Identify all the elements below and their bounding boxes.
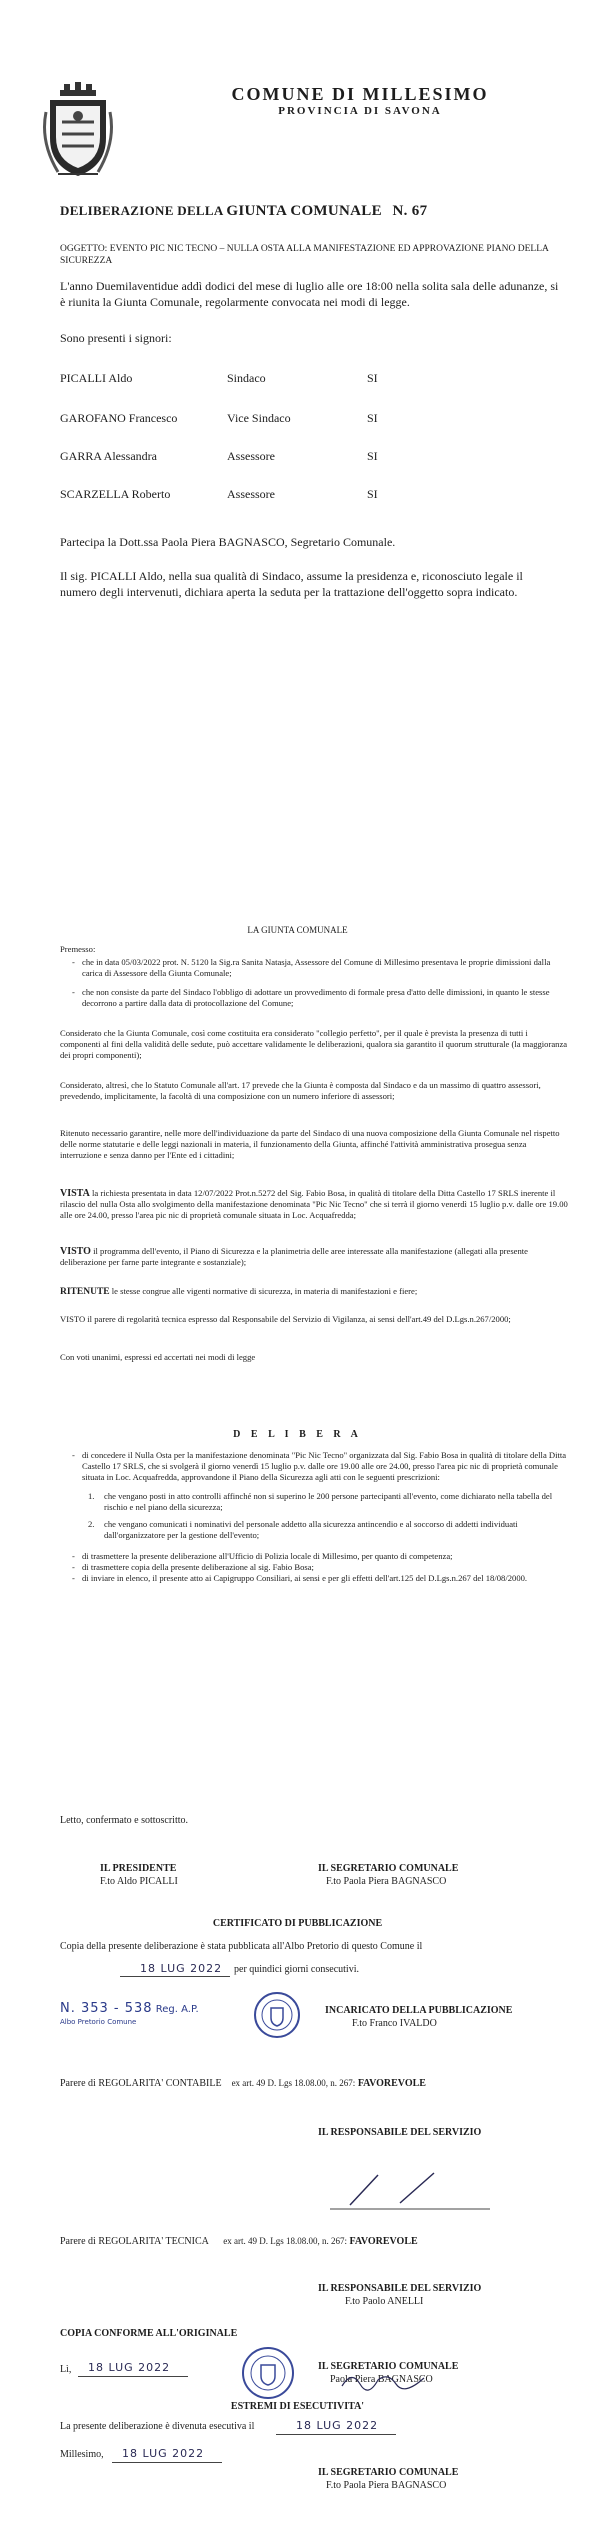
member-role: Vice Sindaco xyxy=(227,411,291,425)
list-item xyxy=(60,1491,570,1513)
member-role: Sindaco xyxy=(227,371,266,385)
parere-tecnica-value: FAVOREVOLE xyxy=(349,2236,418,2247)
presidente-name: F.to Aldo PICALLI xyxy=(100,1876,178,1887)
member-role: Assessore xyxy=(227,449,275,463)
list-item: - di concedere il Nulla Osta per la manifestazione denominata "Pic Nic Tecno" organizzata dal Sig. Fabio Bosa in qualità di titolare della Ditta Castello 17 SRLS, che si svolgerà il giorno venerdì 15 luglio p.v. dalle ore 19.00 alle ore 24.00, presso l'area pic nic di proprietà comunale situata in Loc. Acquafredda, approvandone il Piano della Sicurezza agli atti con le seguenti prescrizioni: xyxy=(72,1450,567,1482)
deliberazione-label: DELIBERAZIONE DELLA xyxy=(60,203,223,218)
millesimo-date: 18 LUG 2022 xyxy=(122,2447,205,2460)
segretario2-name: Paola Piera BAGNASCO xyxy=(330,2374,433,2385)
ritenuto-paragraph: Ritenuto necessario garantire, nelle more dell'individuazione da parte del Sindaco di una nuova composizione della Giunta Comunale nel rispetto delle norme statutarie e delle leggi nazionali in materia, il funzionamento della Giunta, affinché l'attività amministrativa prosegua senza interruzione e senza danno per l'Ente ed i cittadini; xyxy=(60,1128,560,1160)
considerato-paragraph-2: Considerato, altresì, che lo Statuto Comunale all'art. 17 prevede che la Giunta è composta dal Sindaco e da un massimo di quattro assessori, prevedendo, implicitamente, la facoltà di una composizione con un numero inferiore di assessori; xyxy=(60,1080,541,1101)
certificato-text: Copia della presente deliberazione è stata pubblicata all'Albo Pretorio di questo Comune il xyxy=(60,1941,423,1952)
member-present: SI xyxy=(367,449,378,463)
member-present: SI xyxy=(367,411,378,425)
li-label: Lì, xyxy=(60,2364,72,2375)
intro-paragraph: L'anno Duemilaventidue addì dodici del mese di luglio alle ore 18:00 nella solita sala delle adunanze, si è riunita la Giunta Comunale, regolarmente convocata nei modi di legge. xyxy=(60,279,559,309)
list-item: - che non consiste da parte del Sindaco l'obbligo di adottare un provvedimento di formale presa d'atto delle dimissioni, in quanto le stesse decorrono a partire dalla data di protocollazione del Comune; xyxy=(72,987,550,1008)
member-name: GARRA Alessandra xyxy=(60,449,157,463)
voti-paragraph: Con voti unanimi, espressi ed accertati nei modi di legge xyxy=(60,1352,256,1362)
certificato-title: CERTIFICATO DI PUBBLICAZIONE xyxy=(212,1918,383,1929)
visto-paragraph xyxy=(60,1246,570,1268)
registro-number: N. 353 - 538 xyxy=(60,2001,153,2016)
albo-comune: Comune xyxy=(107,2018,137,2026)
vista-label: VISTA xyxy=(60,1188,90,1199)
official-stamp-icon xyxy=(240,2345,296,2401)
signature-icon xyxy=(330,2165,490,2215)
segretario-label: IL SEGRETARIO COMUNALE xyxy=(318,1863,459,1874)
member-role: Assessore xyxy=(227,487,275,501)
delibera-number: N. 67 xyxy=(392,203,428,219)
sindaco-paragraph: Il sig. PICALLI Aldo, nella sua qualità di Sindaco, assume la presidenza e, riconosciuto legale il numero degli intervenuti, dichiara aperta la seduta per la trattazione dell'oggetto sopra indicato. xyxy=(60,569,523,599)
member-name: SCARZELLA Roberto xyxy=(60,487,171,501)
member-name: PICALLI Aldo xyxy=(60,371,133,385)
visto-parere-paragraph: VISTO il parere di regolarità tecnica espresso dal Responsabile del Servizio di Vigilanza, ai sensi dell'art.49 del D.Lgs.n.267/2000; xyxy=(60,1314,511,1324)
giunta-heading: LA GIUNTA COMUNALE xyxy=(247,925,348,935)
presenti-label: Sono presenti i signori: xyxy=(60,331,172,345)
delibera-item: di inviare in elenco, il presente atto ai Capigruppo Consiliari, ai sensi e per gli effetti dell'art.125 del D.Lgs.n.267 del 18/08/2000. xyxy=(82,1573,528,1583)
esecutiva-date-line xyxy=(276,2434,396,2435)
segretario3-label: IL SEGRETARIO COMUNALE xyxy=(318,2467,459,2478)
segretario2-label: IL SEGRETARIO COMUNALE xyxy=(318,2361,459,2372)
cert-days: per quindici giorni consecutivi. xyxy=(234,1964,359,1975)
premesso-item: che non consiste da parte del Sindaco l'obbligo di adottare un provvedimento di formale presa d'atto delle dimissioni, in quanto le stesse decorrono a partire dalla data di protocollazione del Comune; xyxy=(82,987,550,1008)
parere-tecnica-label: Parere di REGOLARITA' TECNICA xyxy=(60,2236,209,2247)
vista-paragraph xyxy=(60,1188,570,1221)
letto-text: Letto, confermato e sottoscritto. xyxy=(60,1815,189,1826)
parere-contabile xyxy=(60,2078,426,2089)
parere-contabile-label: Parere di REGOLARITA' CONTABILE xyxy=(60,2078,222,2089)
premesso-item: che in data 05/03/2022 prot. N. 5120 la Sig.ra Sanita Natasja, Assessore del Comune di Millesimo presentava le proprie dimissioni dalla carica di Assessore della Giunta Comunale; xyxy=(82,957,551,978)
registro-label: Reg. A.P. xyxy=(155,2004,199,2015)
ritenute-label: RITENUTE xyxy=(60,1287,110,1297)
considerato-paragraph-1: Considerato che la Giunta Comunale, così come costituita era considerato "collegio perfetto", per il quale è prevista la presenza di tutti i componenti al fini della validità delle sedute, può accettare validamente le deliberazioni, qualora sia garantito il quorum strutturale (la maggioranza dei propri componenti); xyxy=(60,1028,568,1060)
provincia-title: PROVINCIA DI SAVONA xyxy=(278,105,442,117)
albo-label: Albo Pretorio xyxy=(60,2018,105,2026)
segretario-name: F.to Paola Piera BAGNASCO xyxy=(326,1876,447,1887)
millesimo-label: Millesimo, xyxy=(60,2449,104,2460)
giunta-label: GIUNTA COMUNALE xyxy=(226,203,382,219)
esecutiva-text: La presente deliberazione è divenuta esecutiva il xyxy=(60,2421,255,2432)
esecutivita-title: ESTREMI DI ESECUTIVITA' xyxy=(230,2401,365,2412)
incaricato-name: F.to Franco IVALDO xyxy=(352,2018,437,2029)
official-stamp-icon xyxy=(252,1990,302,2040)
segretario3-name: F.to Paola Piera BAGNASCO xyxy=(326,2480,447,2491)
prescrizione-number: 2. xyxy=(88,1519,95,1529)
visto-text: il programma dell'evento, il Piano di Sicurezza e la planimetria delle aree interessate alla manifestazione (allegati alla presente deliberazione per farne parte integrante e sostanziale); xyxy=(60,1246,528,1267)
prescrizione-number: 1. xyxy=(88,1491,95,1501)
partecipa-text: Partecipa la Dott.ssa Paola Piera BAGNASCO, Segretario Comunale. xyxy=(60,535,396,549)
responsabile2-name: F.to Paolo ANELLI xyxy=(345,2296,424,2307)
delibera-item: di trasmettere la presente deliberazione all'Ufficio di Polizia locale di Millesimo, per quanto di competenza; xyxy=(82,1551,453,1561)
member-name: GAROFANO Francesco xyxy=(60,411,178,425)
vista-text: la richiesta presentata in data 12/07/2022 Prot.n.5272 del Sig. Fabio Bosa, in qualità di titolare della Ditta Castello 17 SRLS inerente il rilascio del nulla Osta allo svolgimento della manifestazione denominata "Pic Nic Tecno" che si terrà il giorno venerdì 15 luglio p.v. dalle ore 19.00 alle ore 24.00, presso l'area pic nic di proprietà comunale situata in Loc. Acquafredda; xyxy=(60,1188,568,1220)
registro-stamp xyxy=(60,2001,210,2031)
comune-crest-icon xyxy=(38,82,118,180)
responsabile2-label: IL RESPONSABILE DEL SERVIZIO xyxy=(318,2283,482,2294)
millesimo-date-line xyxy=(112,2462,222,2463)
signature-icon xyxy=(338,2368,428,2392)
list-item: - di inviare in elenco, il presente atto ai Capigruppo Consiliari, ai sensi e per gli effetti dell'art.125 del D.Lgs.n.267 del 18/08/2000. xyxy=(72,1573,528,1583)
premesso-label: Premesso: xyxy=(60,944,96,954)
prescrizione-text: che vengano comunicati i nominativi del personale addetto alla sicurezza antincendio e al soccorso di addetti individuati dall'organizzatore per la gestione dell'evento; xyxy=(104,1519,518,1540)
presidente-label: IL PRESIDENTE xyxy=(100,1863,177,1874)
responsabile-label: IL RESPONSABILE DEL SERVIZIO xyxy=(318,2127,482,2138)
esecutiva-date: 18 LUG 2022 xyxy=(296,2419,379,2432)
visto-label: VISTO xyxy=(60,1246,91,1257)
prescrizione-text: che vengano posti in atto controlli affinché non si superino le 200 persone partecipanti all'evento, come dichiarato nella tabella del rischio e nel piano della sicurezza; xyxy=(104,1491,553,1512)
comune-title: COMUNE DI MILLESIMO xyxy=(231,84,489,104)
ritenute-paragraph xyxy=(60,1286,570,1298)
delibera-heading: D E L I B E R A xyxy=(233,1429,362,1440)
list-item xyxy=(60,1519,570,1541)
list-item: - di trasmettere la presente deliberazione all'Ufficio di Polizia locale di Millesimo, per quanto di competenza; xyxy=(72,1551,453,1561)
deliberazione-heading xyxy=(60,203,427,220)
copia-conforme: COPIA CONFORME ALL'ORIGINALE xyxy=(60,2328,238,2339)
member-present: SI xyxy=(367,487,378,501)
ritenute-text: le stesse congrue alle vigenti normative di sicurezza, in materia di manifestazioni e fiere; xyxy=(111,1286,418,1296)
member-present: SI xyxy=(367,371,378,385)
delibera-item: di concedere il Nulla Osta per la manifestazione denominata "Pic Nic Tecno" organizzata dal Sig. Fabio Bosa in qualità di titolare della Ditta Castello 17 SRLS, che si svolgerà il giorno venerdì 15 luglio p.v. dalle ore 19.00 alle ore 24.00, presso l'area pic nic di proprietà comunale situata in Loc. Acquafredda, approvandone il Piano della Sicurezza agli atti con le seguenti prescrizioni: xyxy=(82,1450,567,1482)
delibera-section xyxy=(60,1450,570,1584)
parere-tecnica xyxy=(60,2236,418,2247)
list-item: - di trasmettere copia della presente deliberazione al sig. Fabio Bosa; xyxy=(72,1562,314,1572)
incaricato-label: INCARICATO DELLA PUBBLICAZIONE xyxy=(325,2005,513,2016)
premesso-section xyxy=(60,944,570,1009)
list-item: - che in data 05/03/2022 prot. N. 5120 la Sig.ra Sanita Natasja, Assessore del Comune di Millesimo presentava le proprie dimissioni dalla carica di Assessore della Giunta Comunale; xyxy=(72,957,551,978)
delibera-item: di trasmettere copia della presente deliberazione al sig. Fabio Bosa; xyxy=(82,1562,314,1572)
parere-contabile-value: FAVOREVOLE xyxy=(357,2078,426,2089)
oggetto-text: OGGETTO: EVENTO PIC NIC TECNO – NULLA OSTA ALLA MANIFESTAZIONE ED APPROVAZIONE PIANO DELLA SICUREZZA xyxy=(60,244,549,266)
li-date: 18 LUG 2022 xyxy=(88,2361,171,2374)
cert-date: 18 LUG 2022 xyxy=(140,1962,223,1975)
li-date-line xyxy=(78,2376,188,2377)
parere-tecnica-ref: ex art. 49 D. Lgs 18.08.00, n. 267: xyxy=(223,2236,348,2246)
cert-date-line xyxy=(120,1976,230,1977)
parere-contabile-ref: ex art. 49 D. Lgs 18.08.00, n. 267: xyxy=(231,2078,356,2088)
